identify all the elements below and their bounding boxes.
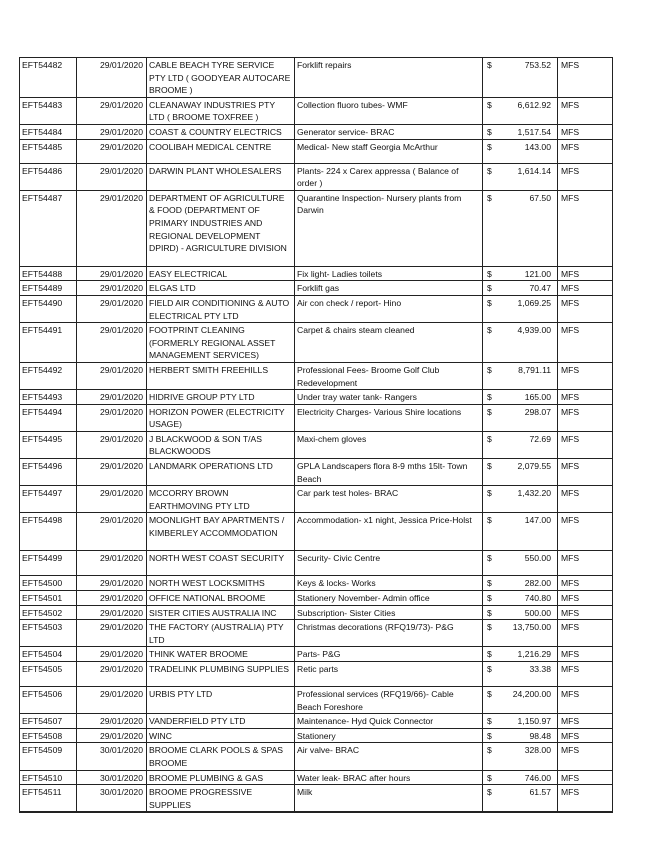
payment-date: 29/01/2020 (77, 591, 147, 606)
payee-name: DARWIN PLANT WHOLESALERS (147, 163, 295, 190)
fund-code: MFS (558, 728, 613, 743)
payment-amount: 70.47 (500, 281, 558, 296)
payment-description: Water leak- BRAC after hours (295, 770, 483, 785)
payment-amount: 121.00 (500, 266, 558, 281)
payee-name: FIELD AIR CONDITIONING & AUTO ELECTRICAL PTY LTD (147, 295, 295, 322)
payment-date: 30/01/2020 (77, 743, 147, 770)
payment-amount: 500.00 (500, 605, 558, 620)
payment-description: GPLA Landscapers flora 8-9 mths 15lt- Town Beach (295, 459, 483, 486)
fund-code: MFS (558, 687, 613, 714)
payment-amount: 550.00 (500, 551, 558, 576)
payee-name: SISTER CITIES AUSTRALIA INC (147, 605, 295, 620)
table-row (20, 620, 613, 647)
payment-reference: EFT54496 (20, 459, 77, 486)
payment-date: 29/01/2020 (77, 513, 147, 551)
payment-reference: EFT54495 (20, 431, 77, 458)
currency-symbol: $ (483, 431, 500, 458)
payee-name: EASY ELECTRICAL (147, 266, 295, 281)
payment-description: Collection fluoro tubes- WMF (295, 97, 483, 124)
table-row (20, 770, 613, 785)
payment-reference: EFT54486 (20, 163, 77, 190)
payee-name: BROOME PLUMBING & GAS (147, 770, 295, 785)
table-row (20, 404, 613, 431)
fund-code: MFS (558, 163, 613, 190)
payment-reference: EFT54493 (20, 390, 77, 405)
table-row (20, 323, 613, 363)
fund-code: MFS (558, 576, 613, 591)
payment-amount: 740.80 (500, 591, 558, 606)
currency-symbol: $ (483, 323, 500, 363)
payment-reference: EFT54499 (20, 551, 77, 576)
payment-date: 29/01/2020 (77, 390, 147, 405)
payment-description: Stationery (295, 728, 483, 743)
currency-symbol: $ (483, 576, 500, 591)
payee-name: TRADELINK PLUMBING SUPPLIES (147, 662, 295, 687)
currency-symbol: $ (483, 728, 500, 743)
payment-amount: 746.00 (500, 770, 558, 785)
payment-reference: EFT54502 (20, 605, 77, 620)
fund-code: MFS (558, 139, 613, 163)
currency-symbol: $ (483, 295, 500, 322)
payment-reference: EFT54489 (20, 281, 77, 296)
currency-symbol: $ (483, 190, 500, 266)
payment-date: 29/01/2020 (77, 662, 147, 687)
payee-name: LANDMARK OPERATIONS LTD (147, 459, 295, 486)
payment-amount: 72.69 (500, 431, 558, 458)
payment-date: 29/01/2020 (77, 605, 147, 620)
table-row (20, 486, 613, 513)
table-row (20, 687, 613, 714)
payment-date: 29/01/2020 (77, 687, 147, 714)
currency-symbol: $ (483, 605, 500, 620)
fund-code: MFS (558, 323, 613, 363)
payment-date: 29/01/2020 (77, 295, 147, 322)
payment-amount: 8,791.11 (500, 362, 558, 389)
payee-name: THINK WATER BROOME (147, 647, 295, 662)
currency-symbol: $ (483, 785, 500, 813)
payment-description: Parts- P&G (295, 647, 483, 662)
fund-code: MFS (558, 662, 613, 687)
payment-amount: 328.00 (500, 743, 558, 770)
payment-date: 29/01/2020 (77, 551, 147, 576)
currency-symbol: $ (483, 743, 500, 770)
payment-reference: EFT54511 (20, 785, 77, 813)
currency-symbol: $ (483, 620, 500, 647)
currency-symbol: $ (483, 362, 500, 389)
payment-description: Fix light- Ladies toilets (295, 266, 483, 281)
fund-code: MFS (558, 124, 613, 139)
payment-description: Retic parts (295, 662, 483, 687)
table-row (20, 58, 613, 98)
fund-code: MFS (558, 266, 613, 281)
fund-code: MFS (558, 605, 613, 620)
fund-code: MFS (558, 295, 613, 322)
payment-description: Quarantine Inspection- Nursery plants from Darwin (295, 190, 483, 266)
currency-symbol: $ (483, 390, 500, 405)
payment-description: Forklift repairs (295, 58, 483, 98)
payment-description: Professional services (RFQ19/66)- Cable Beach Foreshore (295, 687, 483, 714)
payment-reference: EFT54509 (20, 743, 77, 770)
payee-name: NORTH WEST LOCKSMITHS (147, 576, 295, 591)
table-row (20, 295, 613, 322)
fund-code: MFS (558, 770, 613, 785)
payment-amount: 1,614.14 (500, 163, 558, 190)
payment-description: Carpet & chairs steam cleaned (295, 323, 483, 363)
currency-symbol: $ (483, 281, 500, 296)
payment-reference: EFT54482 (20, 58, 77, 98)
payment-reference: EFT54507 (20, 714, 77, 729)
currency-symbol: $ (483, 770, 500, 785)
payment-date: 29/01/2020 (77, 139, 147, 163)
payment-reference: EFT54492 (20, 362, 77, 389)
payment-reference: EFT54505 (20, 662, 77, 687)
payment-description: Accommodation- x1 night, Jessica Price-Holst (295, 513, 483, 551)
fund-code: MFS (558, 281, 613, 296)
payee-name: COOLIBAH MEDICAL CENTRE (147, 139, 295, 163)
payee-name: J BLACKWOOD & SON T/AS BLACKWOODS (147, 431, 295, 458)
table-row (20, 97, 613, 124)
payment-amount: 147.00 (500, 513, 558, 551)
payment-amount: 753.52 (500, 58, 558, 98)
payee-name: DEPARTMENT OF AGRICULTURE & FOOD (DEPARTMENT OF PRIMARY INDUSTRIES AND REGIONAL DEVELOPMENT DPIRD) - AGRICULTURE DIVISION (147, 190, 295, 266)
fund-code: MFS (558, 714, 613, 729)
payment-reference: EFT54483 (20, 97, 77, 124)
table-row (20, 728, 613, 743)
payment-reference: EFT54500 (20, 576, 77, 591)
payment-date: 29/01/2020 (77, 431, 147, 458)
payee-name: NORTH WEST COAST SECURITY (147, 551, 295, 576)
payment-amount: 2,079.55 (500, 459, 558, 486)
table-row (20, 124, 613, 139)
payment-amount: 33.38 (500, 662, 558, 687)
currency-symbol: $ (483, 551, 500, 576)
payment-date: 29/01/2020 (77, 163, 147, 190)
table-row (20, 139, 613, 163)
table-row (20, 390, 613, 405)
payment-amount: 1,517.54 (500, 124, 558, 139)
fund-code: MFS (558, 190, 613, 266)
payment-date: 29/01/2020 (77, 647, 147, 662)
table-row (20, 362, 613, 389)
payee-name: VANDERFIELD PTY LTD (147, 714, 295, 729)
payment-description: Electricity Charges- Various Shire locations (295, 404, 483, 431)
currency-symbol: $ (483, 97, 500, 124)
payment-date: 29/01/2020 (77, 124, 147, 139)
payment-amount: 165.00 (500, 390, 558, 405)
table-row (20, 281, 613, 296)
payment-description: Forklift gas (295, 281, 483, 296)
payment-date: 29/01/2020 (77, 714, 147, 729)
fund-code: MFS (558, 743, 613, 770)
payment-amount: 1,432.20 (500, 486, 558, 513)
payment-description: Medical- New staff Georgia McArthur (295, 139, 483, 163)
currency-symbol: $ (483, 266, 500, 281)
currency-symbol: $ (483, 139, 500, 163)
payment-reference: EFT54510 (20, 770, 77, 785)
payment-amount: 6,612.92 (500, 97, 558, 124)
payment-amount: 67.50 (500, 190, 558, 266)
payment-reference: EFT54497 (20, 486, 77, 513)
payment-description: Plants- 224 x Carex appressa ( Balance of order ) (295, 163, 483, 190)
payment-amount: 1,150.97 (500, 714, 558, 729)
currency-symbol: $ (483, 647, 500, 662)
fund-code: MFS (558, 58, 613, 98)
payment-date: 30/01/2020 (77, 770, 147, 785)
payee-name: OFFICE NATIONAL BROOME (147, 591, 295, 606)
table-row (20, 662, 613, 687)
payment-date: 29/01/2020 (77, 281, 147, 296)
fund-code: MFS (558, 486, 613, 513)
payment-reference: EFT54491 (20, 323, 77, 363)
payment-date: 29/01/2020 (77, 190, 147, 266)
payment-amount: 13,750.00 (500, 620, 558, 647)
payment-amount: 143.00 (500, 139, 558, 163)
payment-description: Air valve- BRAC (295, 743, 483, 770)
table-row (20, 605, 613, 620)
payment-reference: EFT54503 (20, 620, 77, 647)
payment-date: 29/01/2020 (77, 323, 147, 363)
payment-amount: 24,200.00 (500, 687, 558, 714)
payee-name: ELGAS LTD (147, 281, 295, 296)
fund-code: MFS (558, 620, 613, 647)
payment-reference: EFT54508 (20, 728, 77, 743)
payment-reference: EFT54485 (20, 139, 77, 163)
payment-amount: 282.00 (500, 576, 558, 591)
payment-reference: EFT54504 (20, 647, 77, 662)
payee-name: CABLE BEACH TYRE SERVICE PTY LTD ( GOODYEAR AUTOCARE BROOME ) (147, 58, 295, 98)
payee-name: COAST & COUNTRY ELECTRICS (147, 124, 295, 139)
currency-symbol: $ (483, 591, 500, 606)
fund-code: MFS (558, 513, 613, 551)
payment-description: Maxi-chem gloves (295, 431, 483, 458)
payment-amount: 298.07 (500, 404, 558, 431)
payment-reference: EFT54494 (20, 404, 77, 431)
payee-name: WINC (147, 728, 295, 743)
payee-name: BROOME CLARK POOLS & SPAS BROOME (147, 743, 295, 770)
currency-symbol: $ (483, 459, 500, 486)
payment-reference: EFT54487 (20, 190, 77, 266)
payment-date: 29/01/2020 (77, 58, 147, 98)
fund-code: MFS (558, 647, 613, 662)
fund-code: MFS (558, 390, 613, 405)
table-row (20, 459, 613, 486)
payment-reference: EFT54506 (20, 687, 77, 714)
payee-name: URBIS PTY LTD (147, 687, 295, 714)
payee-name: HIDRIVE GROUP PTY LTD (147, 390, 295, 405)
payee-name: MCCORRY BROWN EARTHMOVING PTY LTD (147, 486, 295, 513)
payment-description: Keys & locks- Works (295, 576, 483, 591)
payment-description: Milk (295, 785, 483, 813)
payments-table-container (19, 57, 612, 813)
payment-date: 29/01/2020 (77, 362, 147, 389)
table-row (20, 647, 613, 662)
payment-amount: 4,939.00 (500, 323, 558, 363)
payment-date: 29/01/2020 (77, 728, 147, 743)
fund-code: MFS (558, 551, 613, 576)
payee-name: FOOTPRINT CLEANING (FORMERLY REGIONAL ASSET MANAGEMENT SERVICES) (147, 323, 295, 363)
payment-amount: 1,069.25 (500, 295, 558, 322)
payment-description: Generator service- BRAC (295, 124, 483, 139)
payee-name: BROOME PROGRESSIVE SUPPLIES (147, 785, 295, 813)
fund-code: MFS (558, 591, 613, 606)
table-row (20, 190, 613, 266)
payment-description: Under tray water tank- Rangers (295, 390, 483, 405)
payee-name: THE FACTORY (AUSTRALIA) PTY LTD (147, 620, 295, 647)
currency-symbol: $ (483, 404, 500, 431)
payment-description: Subscription- Sister Cities (295, 605, 483, 620)
payment-reference: EFT54490 (20, 295, 77, 322)
payment-reference: EFT54501 (20, 591, 77, 606)
table-row (20, 591, 613, 606)
payment-description: Maintenance- Hyd Quick Connector (295, 714, 483, 729)
fund-code: MFS (558, 785, 613, 813)
fund-code: MFS (558, 431, 613, 458)
payment-date: 29/01/2020 (77, 97, 147, 124)
payment-amount: 1,216.29 (500, 647, 558, 662)
table-row (20, 576, 613, 591)
payment-reference: EFT54488 (20, 266, 77, 281)
table-row (20, 743, 613, 770)
payment-amount: 98.48 (500, 728, 558, 743)
payment-description: Christmas decorations (RFQ19/73)- P&G (295, 620, 483, 647)
payments-table (19, 57, 613, 813)
payment-date: 29/01/2020 (77, 576, 147, 591)
fund-code: MFS (558, 404, 613, 431)
currency-symbol: $ (483, 662, 500, 687)
payments-table-body (20, 58, 613, 813)
table-row (20, 163, 613, 190)
currency-symbol: $ (483, 687, 500, 714)
payment-amount: 61.57 (500, 785, 558, 813)
payment-date: 29/01/2020 (77, 620, 147, 647)
currency-symbol: $ (483, 714, 500, 729)
payment-date: 29/01/2020 (77, 459, 147, 486)
payee-name: CLEANAWAY INDUSTRIES PTY LTD ( BROOME TOXFREE ) (147, 97, 295, 124)
payee-name: MOONLIGHT BAY APARTMENTS / KIMBERLEY ACCOMMODATION (147, 513, 295, 551)
payment-description: Security- Civic Centre (295, 551, 483, 576)
payment-reference: EFT54498 (20, 513, 77, 551)
payment-description: Car park test holes- BRAC (295, 486, 483, 513)
payment-description: Stationery November- Admin office (295, 591, 483, 606)
payment-date: 29/01/2020 (77, 266, 147, 281)
table-row (20, 714, 613, 729)
payment-description: Air con check / report- Hino (295, 295, 483, 322)
fund-code: MFS (558, 97, 613, 124)
fund-code: MFS (558, 459, 613, 486)
table-row (20, 785, 613, 813)
table-row (20, 266, 613, 281)
payment-date: 29/01/2020 (77, 486, 147, 513)
currency-symbol: $ (483, 513, 500, 551)
table-row (20, 431, 613, 458)
currency-symbol: $ (483, 486, 500, 513)
payment-date: 29/01/2020 (77, 404, 147, 431)
payment-reference: EFT54484 (20, 124, 77, 139)
currency-symbol: $ (483, 124, 500, 139)
currency-symbol: $ (483, 58, 500, 98)
currency-symbol: $ (483, 163, 500, 190)
fund-code: MFS (558, 362, 613, 389)
payment-date: 30/01/2020 (77, 785, 147, 813)
table-row (20, 513, 613, 551)
table-row (20, 551, 613, 576)
payee-name: HORIZON POWER (ELECTRICITY USAGE) (147, 404, 295, 431)
payee-name: HERBERT SMITH FREEHILLS (147, 362, 295, 389)
payment-description: Professional Fees- Broome Golf Club Redevelopment (295, 362, 483, 389)
